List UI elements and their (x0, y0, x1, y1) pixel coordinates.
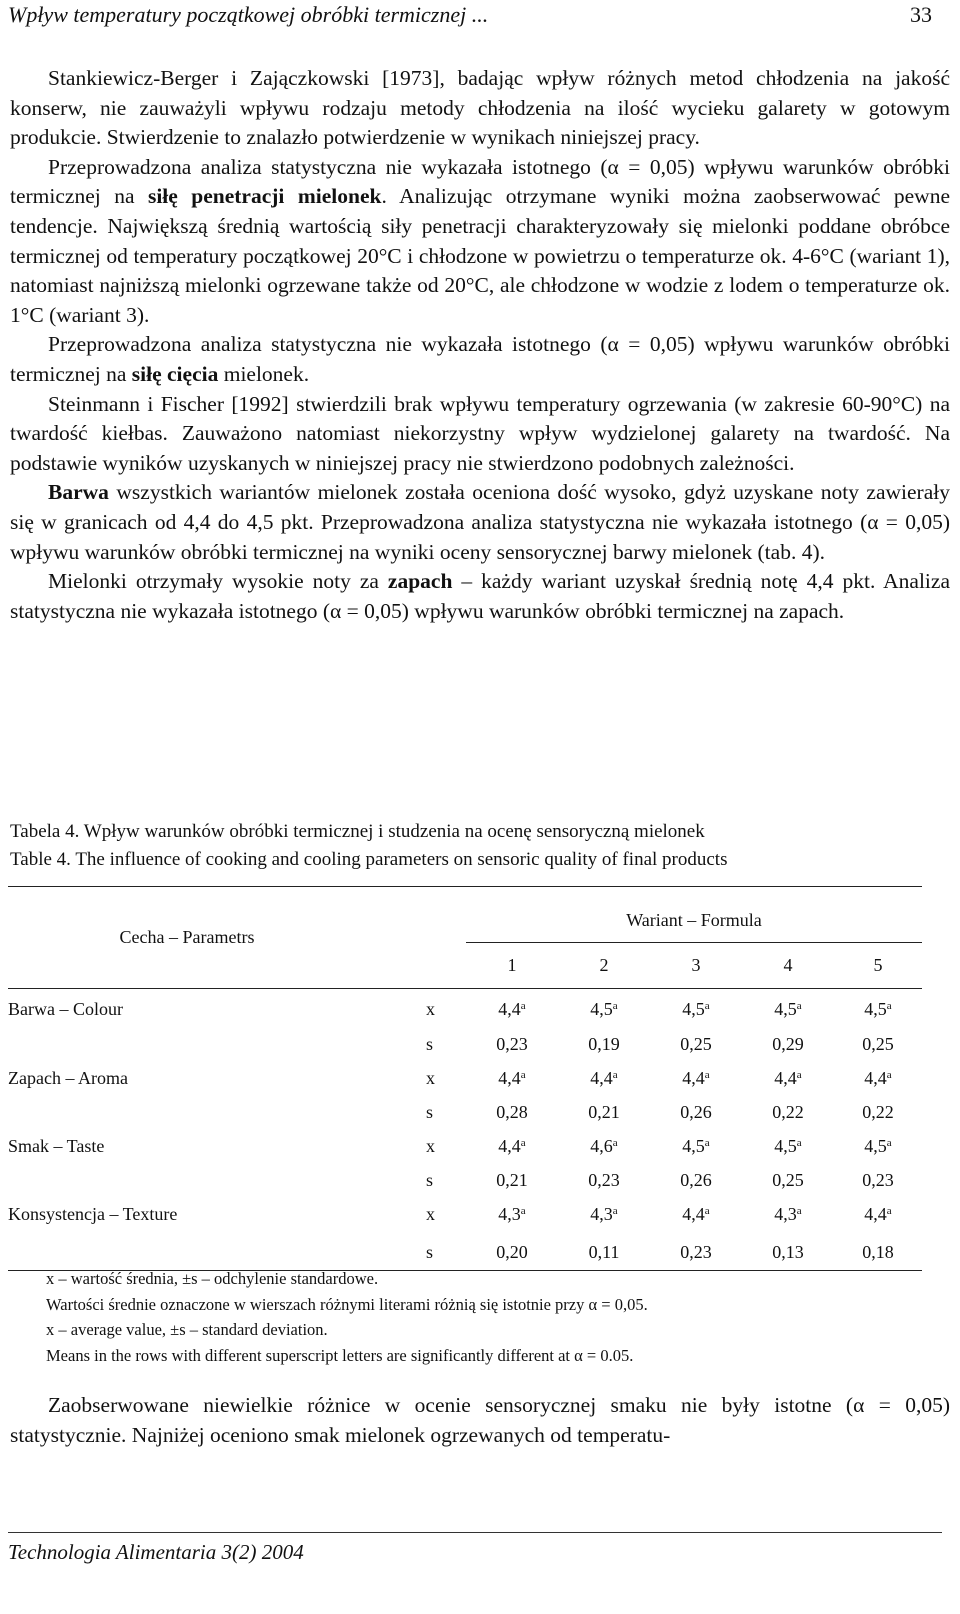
paragraph (10, 330, 950, 389)
significance-letter: a (520, 1137, 526, 1149)
mean-number: 4,4 (682, 1068, 705, 1088)
sd-value: 0,26 (680, 1102, 712, 1122)
running-title: Wpływ temperatury początkowej obróbki termicznej ... (8, 2, 489, 27)
variant-number: 5 (834, 943, 922, 989)
mean-number: 4,3 (498, 1204, 521, 1224)
sd-value: 0,19 (588, 1034, 620, 1054)
table-row (8, 1167, 922, 1195)
significance-letter: a (886, 1205, 892, 1217)
sd-value: 0,25 (680, 1034, 712, 1054)
sd-value: 0,29 (772, 1034, 804, 1054)
mean-number: 4,5 (864, 1136, 887, 1156)
mean-number: 4,3 (774, 1204, 797, 1224)
mean-value (466, 1059, 558, 1099)
mean-symbol: x (426, 1068, 435, 1088)
significance-letter: a (704, 1000, 710, 1013)
text-run: – każdy wariant uzyskał średnią notę 4,4 pkt. Analiza statystyczna nie wykazała istotnego (α = 0,05) wpływu warunków obróbki termicznej na zapach. (10, 569, 950, 623)
empty-cell (8, 1031, 408, 1059)
paragraph (10, 1391, 950, 1450)
sd-value: 0,22 (772, 1102, 804, 1122)
significance-letter: a (612, 1069, 618, 1081)
significance-letter: a (704, 1205, 710, 1217)
variant-number: 2 (558, 943, 650, 989)
footnote: x – wartość średnia, ±s – odchylenie standardowe. (46, 1269, 379, 1288)
sd-value: 0,23 (650, 1235, 742, 1271)
paragraph (10, 64, 950, 153)
mean-symbol: x (426, 1204, 435, 1224)
mean-symbol: x (426, 1136, 435, 1156)
caption-english: Table 4. The influence of cooking and cooling parameters on sensoric quality of final products (10, 849, 728, 870)
significance-letter: a (612, 1000, 618, 1013)
variant-number: 1 (466, 943, 558, 989)
text-run: Zaobserwowane niewielkie różnice w ocenie sensorycznej smaku nie były istotne (α = 0,05) statystycznie. Najniżej oceniono smak mielonek ogrzewanych od temperatu- (10, 1393, 950, 1447)
param-header: Cecha – Parametrs (119, 927, 255, 947)
footer-divider (8, 1532, 942, 1533)
mean-value (466, 989, 558, 1031)
significance-letter: a (886, 1137, 892, 1149)
page-number: 33 (910, 2, 932, 27)
mean-value (650, 989, 742, 1031)
mean-number: 4,4 (682, 1204, 705, 1224)
significance-letter: a (520, 1205, 526, 1217)
body-text-upper (10, 64, 950, 626)
variant-number: 4 (742, 943, 834, 989)
sd-value: 0,18 (834, 1235, 922, 1271)
mean-value (834, 1195, 922, 1235)
table-row (8, 1059, 922, 1099)
significance-letter: a (796, 1137, 802, 1149)
mean-value (466, 1195, 558, 1235)
mean-value (558, 1195, 650, 1235)
text-run: Stankiewicz-Berger i Zajączkowski [1973], badając wpływ różnych metod chłodzenia na jakość konserw, nie zauważyli wpływu rodzaju metody chłodzenia na ilość wycieku galarety w gotowym produkcie. Stwierdzenie to znalazło potwierdzenie w wynikach niniejszej pracy. (10, 66, 950, 150)
text-run: Przeprowadzona analiza statystyczna nie wykazała istotnego (α = 0,05) wpływu warunków obróbki termicznej na (10, 332, 950, 386)
mean-value (834, 1127, 922, 1167)
mean-value (558, 1059, 650, 1099)
significance-letter: a (704, 1137, 710, 1149)
sd-value: 0,22 (862, 1102, 894, 1122)
sd-value: 0,21 (588, 1102, 620, 1122)
table-row (8, 1031, 922, 1059)
sd-value: 0,11 (558, 1235, 650, 1271)
paragraph (10, 390, 950, 479)
significance-letter: a (520, 1069, 526, 1081)
text-run: mielonek. (218, 361, 310, 386)
table-row (8, 1195, 922, 1235)
mean-number: 4,5 (864, 999, 887, 1020)
mean-number: 4,4 (774, 1068, 797, 1088)
running-header (8, 2, 942, 36)
mean-value (742, 1195, 834, 1235)
table-row (8, 989, 922, 1031)
sd-value: 0,23 (588, 1170, 620, 1190)
sensory-table (8, 886, 922, 1271)
mean-value (834, 1059, 922, 1099)
text-run: Steinmann i Fischer [1992] stwierdzili brak wpływu temperatury ogrzewania (w zakresie 60-90°C) na twardość kiełbas. Zauważono natomiast niekorzystny wpływ wydzielonej galarety na twardość. Na podstawie wyników uzyskanych w niniejszej pracy nie stwierdzono podobnych zależności. (10, 391, 950, 475)
mean-number: 4,5 (682, 999, 705, 1020)
sd-value: 0,28 (496, 1102, 528, 1122)
footnote: Means in the rows with different superscript letters are significantly different at α = 0.05. (46, 1345, 634, 1365)
sd-symbol: s (408, 1235, 466, 1271)
parameter-label: Barwa – Colour (8, 999, 123, 1020)
mean-number: 4,3 (590, 1204, 613, 1224)
mean-number: 4,4 (864, 1204, 887, 1224)
mean-value (834, 989, 922, 1031)
bold-term: Barwa (48, 480, 109, 505)
sd-symbol: s (426, 1170, 434, 1190)
bold-term: siłę cięcia (131, 361, 219, 386)
parameter-label: Zapach – Aroma (8, 1068, 128, 1088)
significance-letter: a (612, 1137, 618, 1149)
significance-letter: a (796, 1000, 802, 1013)
mean-number: 4,4 (590, 1068, 613, 1088)
mean-number: 4,6 (590, 1136, 613, 1156)
significance-letter: a (886, 1000, 892, 1013)
table-caption (10, 818, 950, 874)
table-row (8, 1127, 922, 1167)
sd-value: 0,23 (862, 1170, 894, 1190)
mean-number: 4,5 (774, 1136, 797, 1156)
footnote: x – average value, ±s – standard deviation. (46, 1320, 328, 1339)
significance-letter: a (520, 1000, 526, 1013)
paragraph (10, 478, 950, 567)
sd-symbol: s (426, 1034, 434, 1054)
significance-letter: a (796, 1205, 802, 1217)
significance-letter: a (612, 1205, 618, 1217)
sd-value: 0,21 (496, 1170, 528, 1190)
body-text-lower (10, 1391, 950, 1450)
mean-value (742, 989, 834, 1031)
mean-value (558, 989, 650, 1031)
mean-value (650, 1127, 742, 1167)
mean-value (742, 1127, 834, 1167)
mean-value (558, 1127, 650, 1167)
mean-number: 4,5 (774, 999, 797, 1020)
mean-number: 4,5 (590, 999, 613, 1020)
mean-number: 4,4 (498, 1068, 521, 1088)
significance-letter: a (796, 1069, 802, 1081)
caption-polish: Tabela 4. Wpływ warunków obróbki termicznej i studzenia na ocenę sensoryczną mielonek (10, 821, 705, 842)
mean-symbol: x (426, 999, 435, 1020)
table-footnotes (46, 1266, 926, 1368)
empty-cell (8, 1167, 408, 1195)
sd-value: 0,25 (772, 1170, 804, 1190)
paragraph (10, 567, 950, 626)
mean-number: 4,4 (498, 1136, 521, 1156)
sd-value: 0,20 (466, 1235, 558, 1271)
mean-value (650, 1195, 742, 1235)
bold-term: siłę penetracji mielonek (147, 184, 382, 209)
significance-letter: a (886, 1069, 892, 1081)
text-run: Mielonki otrzymały wysokie noty za (48, 569, 388, 594)
sd-value: 0,25 (862, 1034, 894, 1054)
text-run: Przeprowadzona analiza statystyczna nie wykazała istotnego (α = 0,05) wpływu warunków obróbki termicznej na (10, 154, 950, 209)
text-run: . Analizując otrzymane wyniki można zaobserwować pewne tendencje. Największą średnią wartością siły penetracji charakteryzowały się mielonki poddane obróbce termicznej od temperatury początkowej 20°C i chłodzone w powietrzu o temperaturze ok. 4-6°C (wariant 1), natomiast najniższą mielonki ogrzewane także od 20°C, ale chłodzone w wodzie z lodem o temperaturze ok. 1°C (wariant 3). (10, 184, 950, 327)
significance-letter: a (704, 1069, 710, 1081)
mean-number: 4,4 (498, 999, 521, 1020)
variant-header: Wariant – Formula (626, 910, 762, 930)
table-row (8, 1099, 922, 1127)
parameter-label: Konsystencja – Texture (8, 1204, 178, 1224)
mean-value (742, 1059, 834, 1099)
sd-value: 0,13 (742, 1235, 834, 1271)
paragraph (10, 153, 950, 331)
text-run: wszystkich wariantów mielonek została oceniona dość wysoko, gdyż uzyskane noty zawierały się w granicach od 4,4 do 4,5 pkt. Przeprowadzona analiza statystyczna nie wykazała istotnego (α = 0,05) wpływu warunków obróbki termicznej na wyniki oceny sensorycznej barwy mielonek (tab. 4). (10, 480, 950, 564)
mean-number: 4,5 (682, 1136, 705, 1156)
mean-number: 4,4 (864, 1068, 887, 1088)
sd-value: 0,26 (680, 1170, 712, 1190)
journal-footer: Technologia Alimentaria 3(2) 2004 (8, 1540, 304, 1564)
parameter-label: Smak – Taste (8, 1136, 105, 1156)
mean-value (466, 1127, 558, 1167)
footnote: Wartości średnie oznaczone w wierszach różnymi literami różnią się istotnie przy α = 0,05. (46, 1294, 648, 1314)
empty-cell (8, 1099, 408, 1127)
sd-value: 0,23 (496, 1034, 528, 1054)
sd-symbol: s (426, 1102, 434, 1122)
bold-term: zapach (387, 569, 453, 594)
mean-value (650, 1059, 742, 1099)
variant-number: 3 (650, 943, 742, 989)
